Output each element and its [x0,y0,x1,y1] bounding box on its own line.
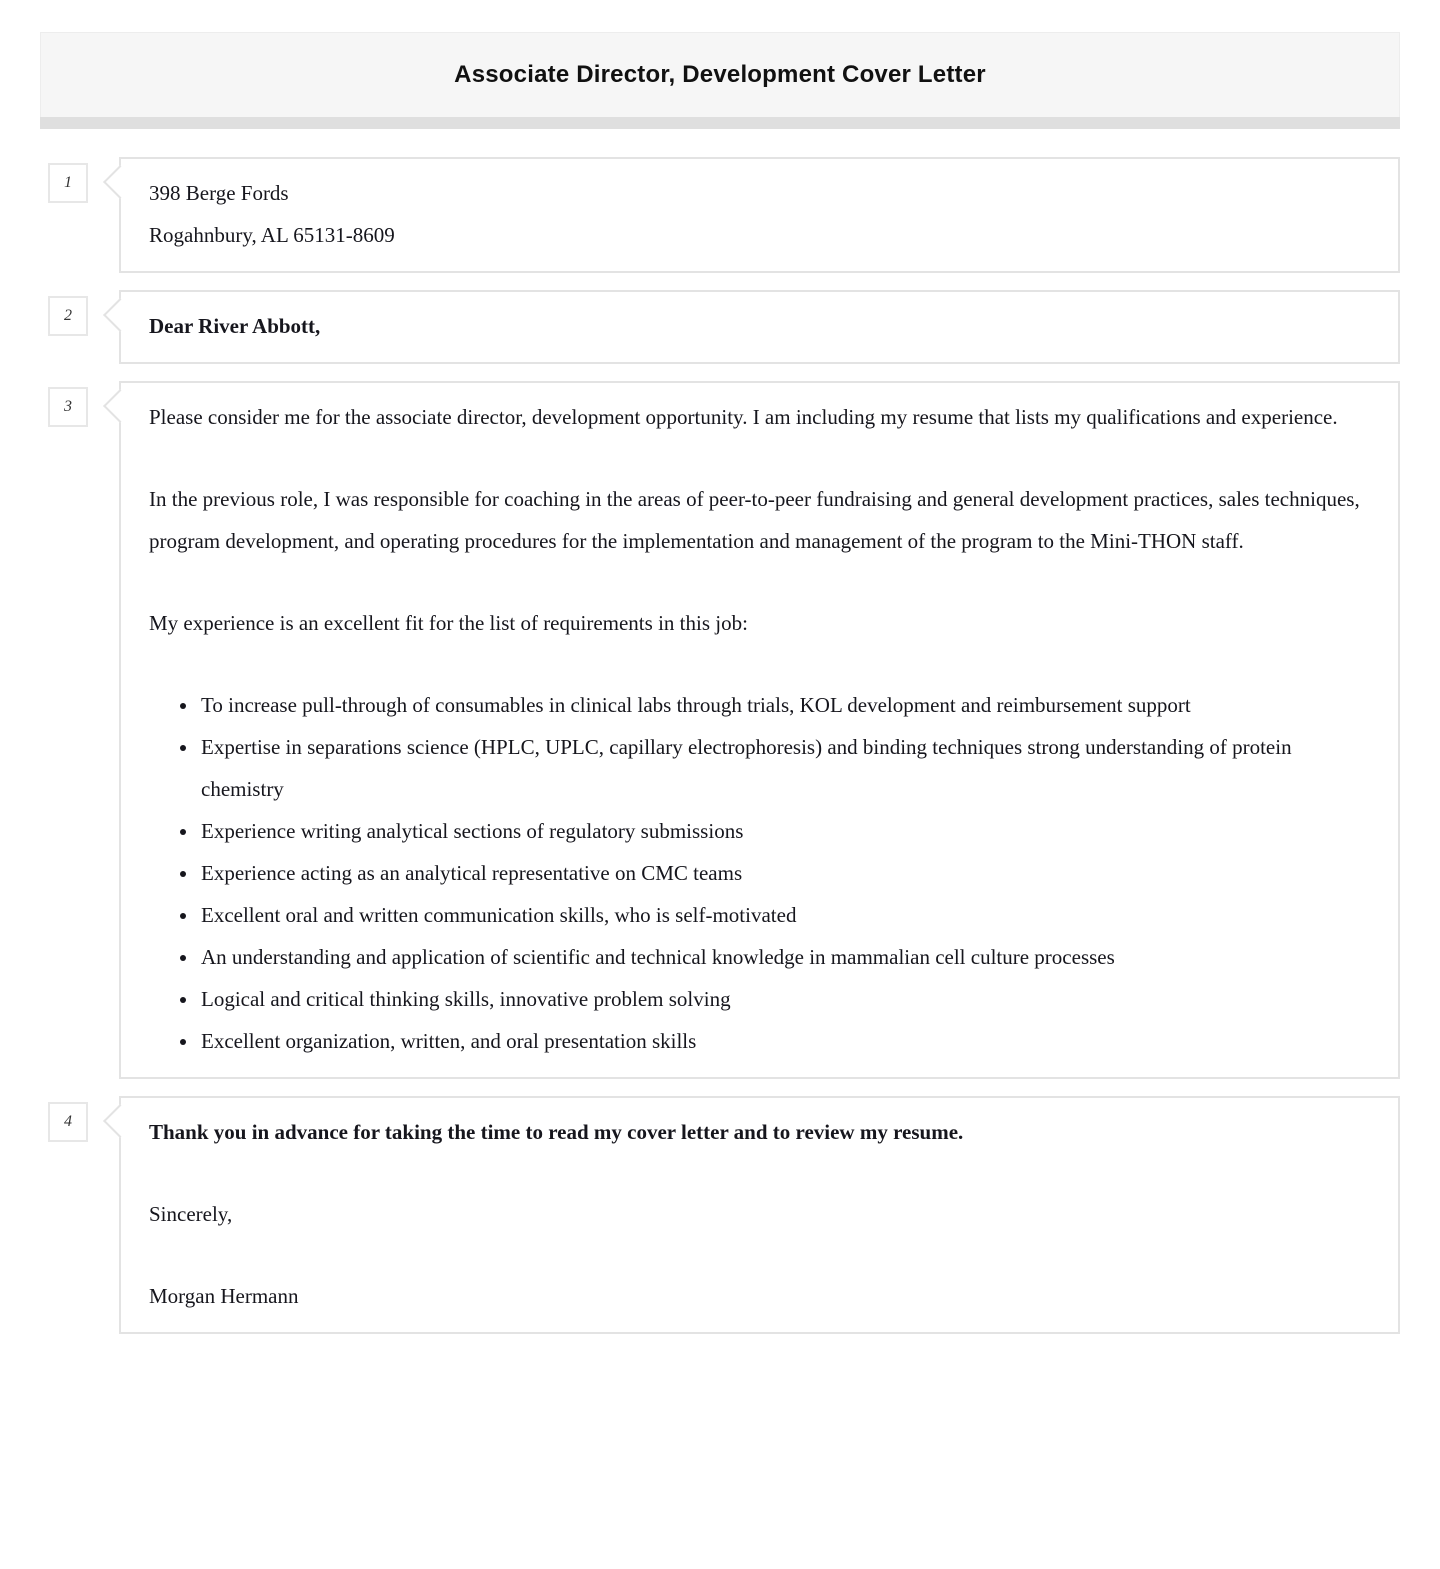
address-line-street: 398 Berge Fords [149,181,289,205]
requirements-list [149,684,1364,1062]
requirement-item: • Excellent oral and written communication skills, who is self-motivated [199,894,1364,936]
section-number-badge-3 [48,387,88,427]
address-line-city: Rogahnbury, AL 65131-8609 [149,223,395,247]
sections-container [0,129,1440,1334]
requirement-item: • To increase pull-through of consumables in clinical labs through trials, KOL development and reimbursement support [199,684,1364,726]
section-number-3: 3 [64,398,72,415]
section-salutation [64,290,1400,364]
requirement-item: • Excellent organization, written, and oral presentation skills [199,1020,1364,1062]
requirement-item: • Expertise in separations science (HPLC, UPLC, capillary electrophoresis) and binding techniques strong understanding of protein chemistry [199,726,1364,810]
section-body [64,381,1400,1079]
page [0,32,1440,1569]
section-number-badge-2 [48,296,88,336]
page-header [40,32,1400,117]
requirement-item: • Experience acting as an analytical representative on CMC teams [199,852,1364,894]
body-paragraph-previous-role: In the previous role, I was responsible for coaching in the areas of peer-to-peer fundraising and general development practices, sales techniques, program development, and operating procedures for the implementation and management of the program to the Mini-THON staff. [149,487,1360,553]
requirement-item: • Logical and critical thinking skills, innovative problem solving [199,978,1364,1020]
section-number-1: 1 [64,174,72,191]
requirement-item: • Experience writing analytical sections of regulatory submissions [199,810,1364,852]
section-number-2: 2 [64,307,72,324]
closing-box [119,1096,1400,1334]
page-title: Associate Director, Development Cover Letter [454,61,986,88]
address-box [119,157,1400,273]
section-address [64,157,1400,273]
section-number-badge-1 [48,163,88,203]
section-number-4: 4 [64,1113,72,1130]
section-number-badge-4 [48,1102,88,1142]
header-strip [40,117,1400,129]
section-closing [64,1096,1400,1334]
requirement-item: • An understanding and application of scientific and technical knowledge in mammalian cell culture processes [199,936,1364,978]
body-box [119,381,1400,1079]
salutation-box [119,290,1400,364]
closing-signature: Morgan Hermann [149,1284,299,1308]
body-paragraph-intro: Please consider me for the associate director, development opportunity. I am including my resume that lists my qualifications and experience. [149,405,1338,429]
salutation-text: Dear River Abbott, [149,314,321,338]
body-paragraph-fit: My experience is an excellent fit for the list of requirements in this job: [149,611,748,635]
closing-signoff: Sincerely, [149,1202,233,1226]
closing-thanks: Thank you in advance for taking the time to read my cover letter and to review my resume. [149,1120,964,1144]
